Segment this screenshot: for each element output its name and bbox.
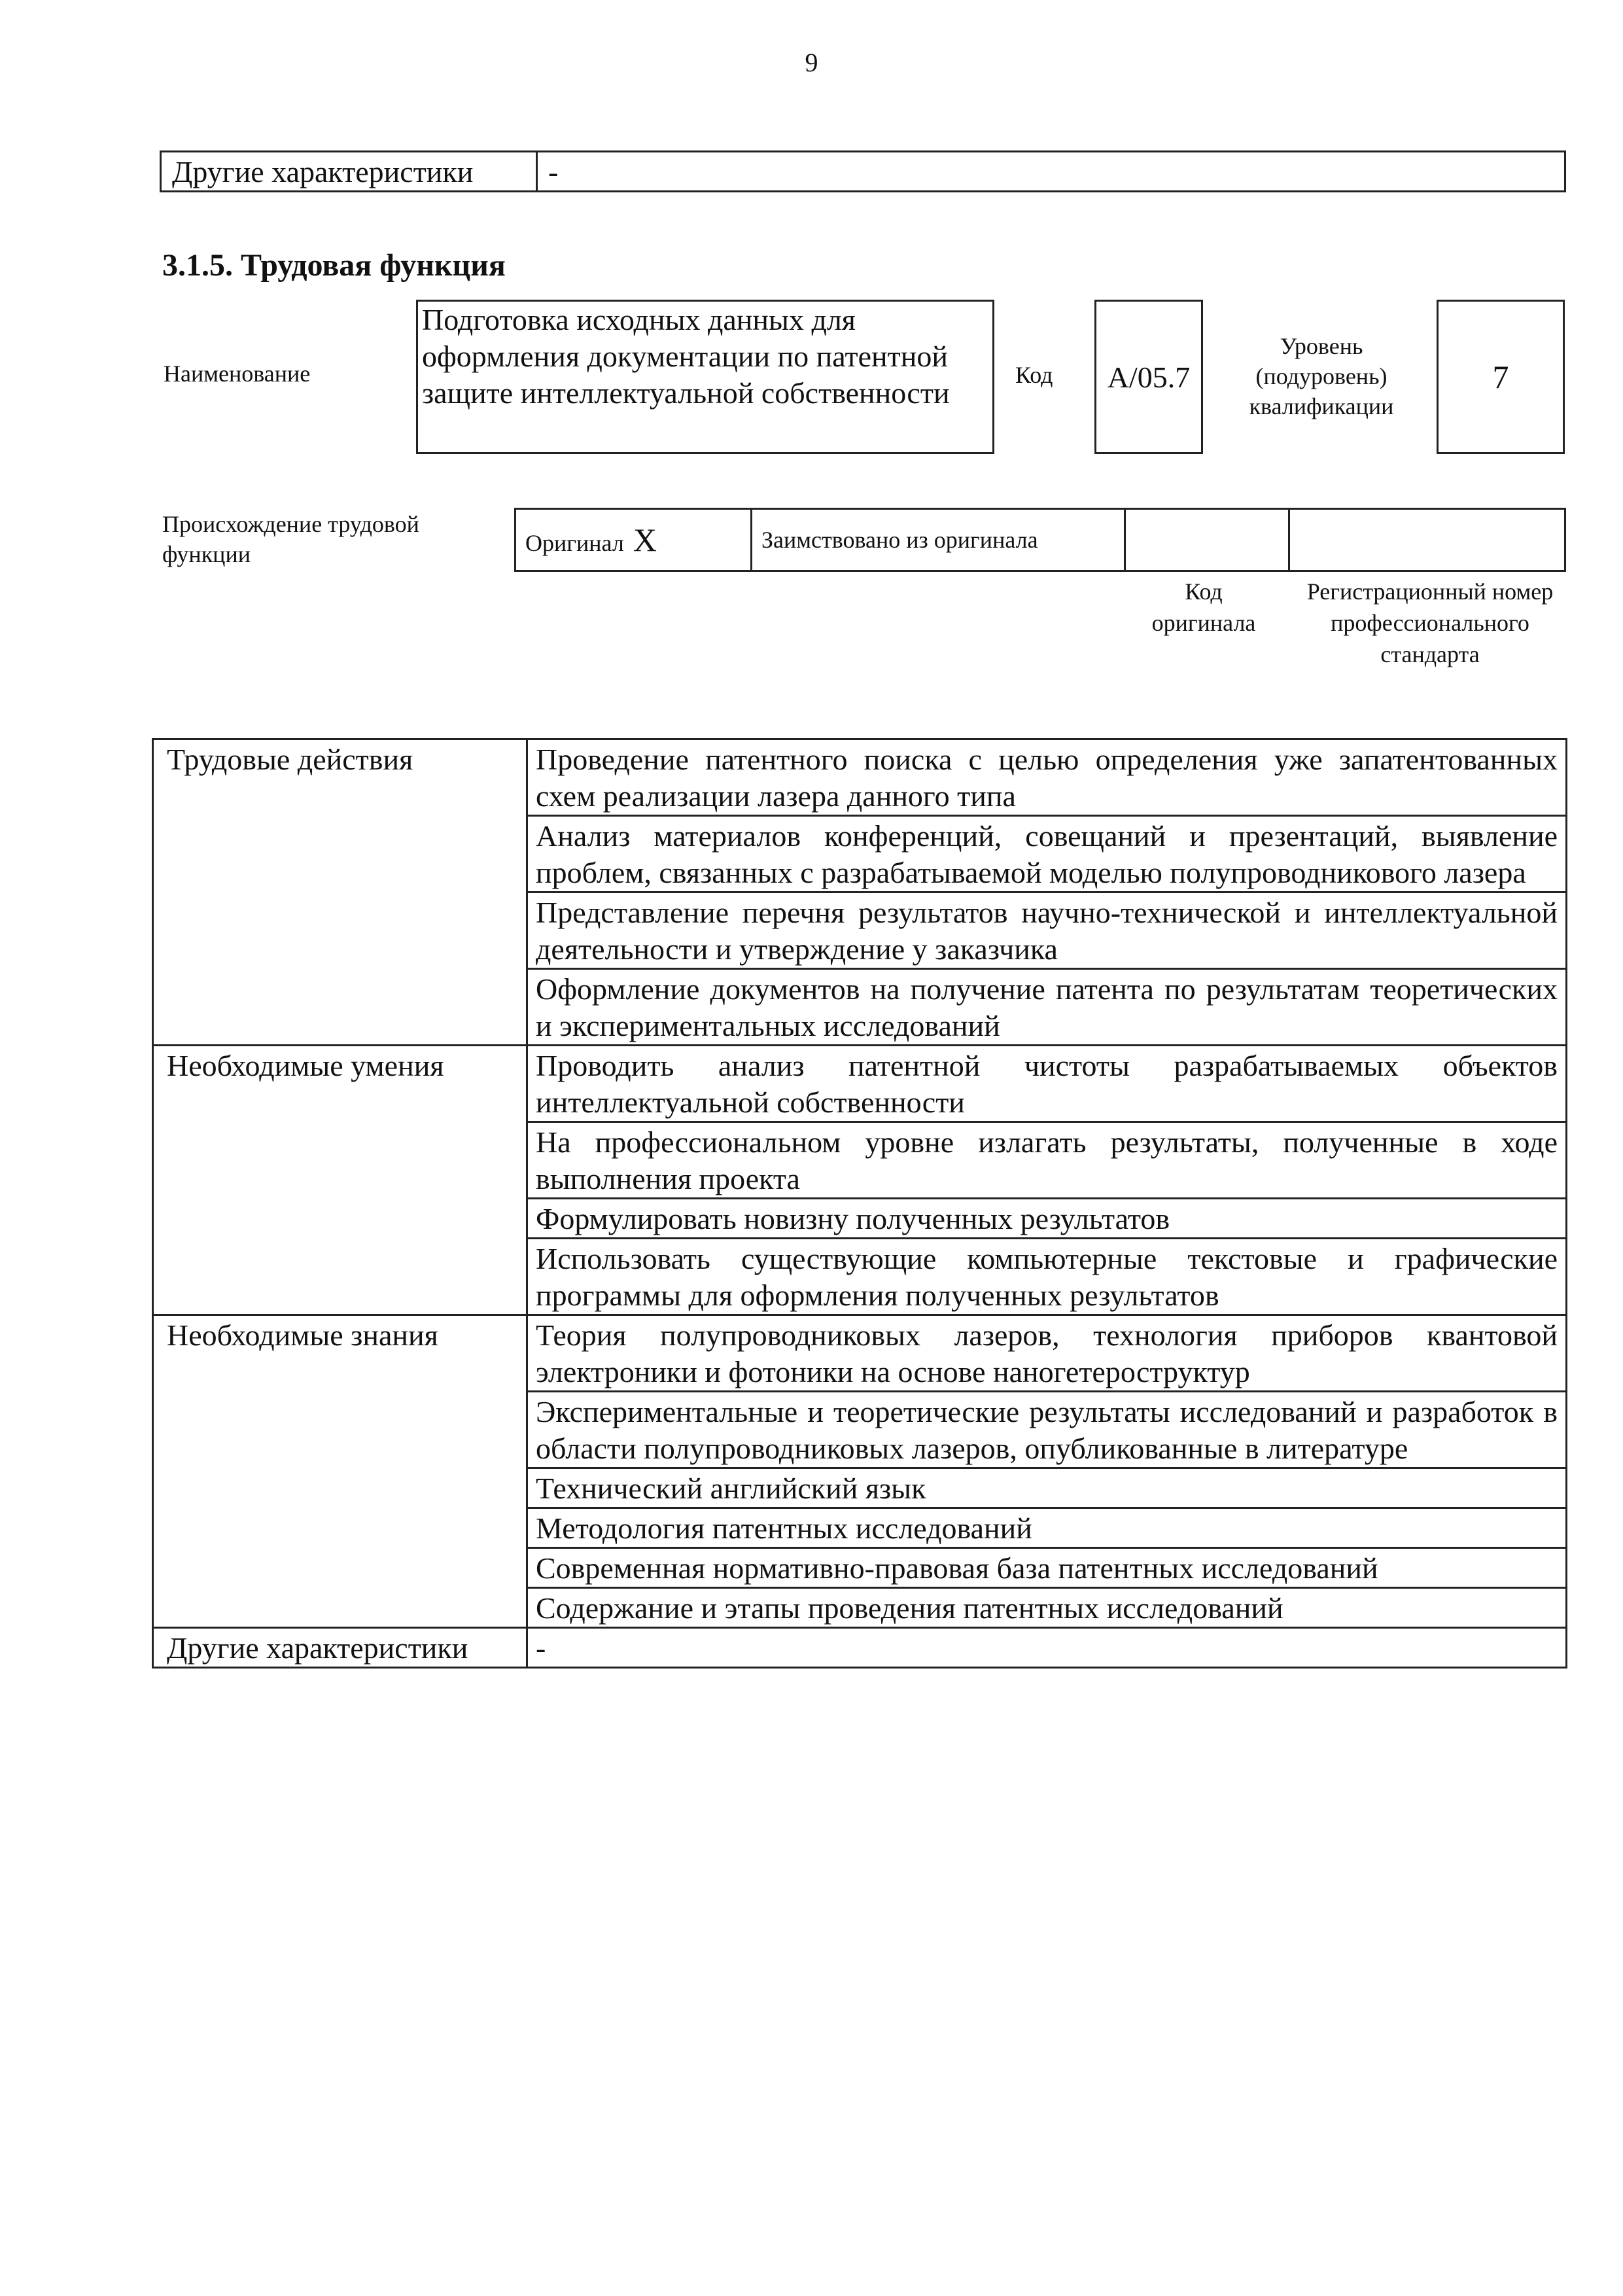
origin-label: Происхождение трудовой функции [162,511,419,567]
knowledge-item: Теория полупроводниковых лазеров, технология приборов квантовой электроники и фотоники на основе наногетероструктур [527,1315,1567,1392]
origin-reg-caption: Регистрационный номер профессионального стандарта [1306,578,1554,667]
origin-reg-cell [1289,509,1565,571]
origin-original-label: Оригинал [525,530,624,556]
action-item: Анализ материалов конференций, совещаний и презентаций, выявление проблем, связанных с разрабатываемой моделью полупроводникового лазера [527,816,1567,892]
knowledge-item: Технический английский язык [527,1468,1567,1508]
origin-code-cell [1125,509,1289,571]
knowledge-item: Современная нормативно-правовая база патентных исследований [527,1548,1567,1588]
origin-mark: X [633,521,657,558]
labor-function-table [152,738,1567,1669]
knowledge-label: Необходимые знания [153,1315,527,1628]
other-label: Другие характеристики [153,1628,527,1668]
actions-label: Трудовые действия [153,739,527,1046]
function-code: A/05.7 [1107,360,1191,394]
origin-table [514,508,1566,572]
top-other-table [160,150,1566,192]
table-row [153,1315,1567,1392]
skill-item: Использовать существующие компьютерные текстовые и графические программы для оформления полученных результатов [527,1239,1567,1315]
knowledge-item: Экспериментальные и теоретические результаты исследований и разработок в области полупроводниковых лазеров, опубликованные в литературе [527,1392,1567,1468]
table-row [153,739,1567,816]
action-item: Оформление документов на получение патента по результатам теоретических и экспериментальных исследований [527,969,1567,1046]
section-title: 3.1.5. Трудовая функция [162,248,506,283]
top-other-value: - [537,152,1565,192]
skill-item: На профессиональном уровне излагать результаты, полученные в ходе выполнения проекта [527,1122,1567,1199]
level-value: 7 [1492,359,1509,395]
skill-item: Проводить анализ патентной чистоты разрабатываемых объектов интеллектуальной собственности [527,1046,1567,1122]
knowledge-item: Методология патентных исследований [527,1508,1567,1548]
function-name: Подготовка исходных данных для оформления документации по патентной защите интеллектуальной собственности [422,303,950,410]
skills-label: Необходимые умения [153,1046,527,1315]
knowledge-item: Содержание и этапы проведения патентных исследований [527,1588,1567,1628]
origin-borrowed-cell [752,509,1125,571]
other-value: - [527,1628,1567,1668]
origin-code-caption: Код оригинала [1151,578,1256,636]
origin-original-cell [515,509,752,571]
skill-item: Формулировать новизну полученных результатов [527,1199,1567,1239]
level-label: Уровень (подуровень) квалификации [1249,333,1394,419]
name-label: Наименование [164,361,311,387]
function-code-box [1094,300,1203,454]
table-row [153,1046,1567,1122]
function-name-box [416,300,994,454]
level-box [1437,300,1565,454]
table-row [153,1628,1567,1668]
action-item: Проведение патентного поиска с целью определения уже запатентованных схем реализации лазера данного типа [527,739,1567,816]
action-item: Представление перечня результатов научно-технической и интеллектуальной деятельности и утверждение у заказчика [527,892,1567,969]
code-label: Код [1015,362,1053,388]
page-number: 9 [805,48,818,77]
top-other-label: Другие характеристики [161,152,537,192]
origin-borrowed-label: Заимствовано из оригинала [761,527,1038,553]
